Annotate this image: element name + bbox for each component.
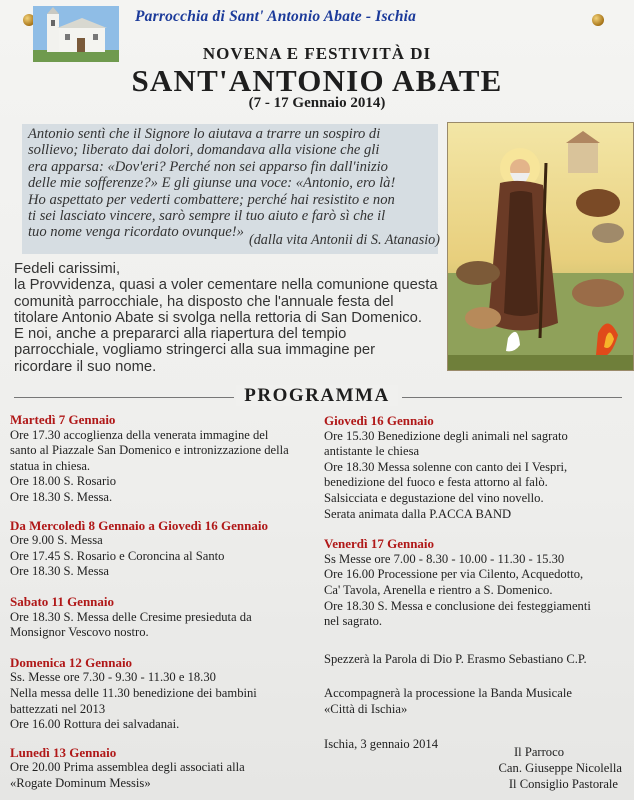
event-line: Serata animata dalla P.ACCA BAND (324, 506, 512, 521)
day-heading: Lunedì 13 Gennaio (10, 744, 117, 760)
event-line: Monsignor Vescovo nostro. (10, 625, 149, 640)
intro-line: Fedeli carissimi, (14, 261, 121, 277)
event-line: Ore 15.30 Benedizione degli animali nel sagrato (324, 428, 568, 443)
quote-line: era apparsa: «Dov'eri? Perché non sei apparso fin dall'inizio (28, 158, 388, 175)
event-line: «Rogate Dominum Messis» (10, 775, 151, 790)
intro-line: la Provvidenza, quasi a voler cementare nella comunione questa (14, 277, 438, 294)
event-line: Salsicciata e degustazione del vino novello. (324, 490, 544, 505)
signature-block (499, 744, 622, 792)
parish-name: Parrocchia di Sant' Antonio Abate - Ischia (135, 8, 417, 25)
event-line: Ore 18.30 S. Messa (10, 564, 109, 579)
program-right-column (324, 413, 591, 752)
event-line: nel sagrato. (324, 614, 383, 629)
quote-line: delle mie sofferenze?» E gli giunse una voce: «Antonio, ero là! (28, 175, 396, 192)
day-heading: Da Mercoledì 8 Gennaio a Giovedì 16 Gennaio (10, 517, 268, 533)
intro-line: ricordare il suo nome. (14, 358, 157, 375)
event-line: santo al Piazzale San Domenico e intronizzazione della (10, 443, 289, 458)
page-title: SANT'ANTONIO ABATE (131, 63, 503, 98)
event-line: Ore 18.30 Messa solenne con canto dei I Vespri, (324, 459, 568, 474)
preacher-note: Spezzerà la Parola di Dio P. Erasmo Sebastiano C.P. (324, 651, 587, 666)
event-line: Ss. Messe ore 7.30 - 9.30 - 11.30 e 18.30 (10, 670, 216, 685)
intro-line: titolare Antonio Abate si svolga nella rettoria di San Domenico. (14, 309, 422, 326)
event-line: Ore 16.00 Processione per via Cilento, Acquedotto, (324, 567, 584, 582)
saint-antonio-painting (447, 122, 634, 371)
event-line: Ore 18.30 S. Messa delle Cresime presieduta da (10, 609, 252, 624)
signature-line: Can. Giuseppe Nicolella (498, 761, 622, 775)
event-line: antistante le chiesa (324, 444, 420, 459)
event-line: Ore 17.45 S. Rosario e Coroncina al Santo (10, 548, 225, 563)
event-line: battezzati nel 2013 (10, 701, 106, 716)
quote-line: ti sei lasciato vincere, sarò sempre il tuo aiuto e farò sì che il (28, 208, 386, 225)
event-line: Ore 9.00 S. Messa (10, 533, 103, 548)
festival-dates: (7 - 17 Gennaio 2014) (248, 95, 386, 111)
event-line: Nella messa delle 11.30 benedizione dei bambini (10, 685, 257, 700)
quote-line: Ho aspettato per vederti combattere; perché hai resistito e non (28, 191, 395, 208)
programma-heading: PROGRAMMA (0, 385, 634, 407)
day-heading: Venerdì 17 Gennaio (324, 536, 435, 552)
event-line: Ore 18.00 S. Rosario (10, 474, 116, 489)
quote-line: tuo nome venga ricordato ovunque!» (28, 224, 244, 241)
quote-text (28, 126, 440, 241)
day-heading: Domenica 12 Gennaio (10, 654, 133, 670)
day-heading: Giovedì 16 Gennaio (324, 413, 434, 428)
event-line: Ore 20.00 Prima assemblea degli associati alla (10, 760, 245, 775)
program-left-column (10, 412, 289, 791)
intro-line: comunità parrocchiale, ha disposto che l'annuale festa del (14, 293, 394, 310)
quote-source: (dalla vita Antonii di S. Atanasio) (248, 232, 440, 248)
quote-line: Antonio sentì che il Signore lo aiutava a trarre un sospiro di (28, 126, 381, 142)
event-line: Ca' Tavola, Arenella e rientro a S. Domenico. (324, 582, 553, 597)
event-line: benedizione del fuoco e festa attorno al falò. (324, 475, 548, 490)
intro-line: parrocchiale, vogliamo stringerci alla sua immagine per (14, 342, 376, 359)
event-line: Ore 17.30 accoglienza della venerata immagine del (10, 427, 269, 442)
day-heading: Martedì 7 Gennaio (10, 412, 116, 427)
event-line: Ore 18.30 S. Messa e conclusione dei festeggiamenti (324, 598, 591, 613)
quote-line: sollievo; liberato dai dolori, domandava alla visione che gli (28, 142, 380, 159)
intro-line: E noi, anche a prepararci alla riapertura del tempio (14, 326, 347, 343)
event-line: statua in chiesa. (10, 458, 91, 473)
place-date: Ischia, 3 gennaio 2014 (324, 736, 439, 751)
signature-line: Il Parroco (513, 745, 564, 759)
pushpin-icon (592, 14, 604, 26)
event-line: Ore 18.30 S. Messa. (10, 489, 113, 504)
signature-line: Il Consiglio Pastorale (508, 777, 618, 791)
event-line: Ss Messe ore 7.00 - 8.30 - 10.00 - 11.30 - 15.30 (324, 551, 565, 566)
novena-heading: NOVENA E FESTIVITÀ DI (202, 44, 432, 63)
band-note: «Città di Ischia» (324, 701, 408, 716)
event-line: Ore 16.00 Rottura dei salvadanai. (10, 717, 180, 732)
intro-paragraph (14, 261, 438, 375)
day-heading: Sabato 11 Gennaio (10, 593, 115, 609)
band-note: Accompagnerà la processione la Banda Musicale (324, 686, 572, 701)
